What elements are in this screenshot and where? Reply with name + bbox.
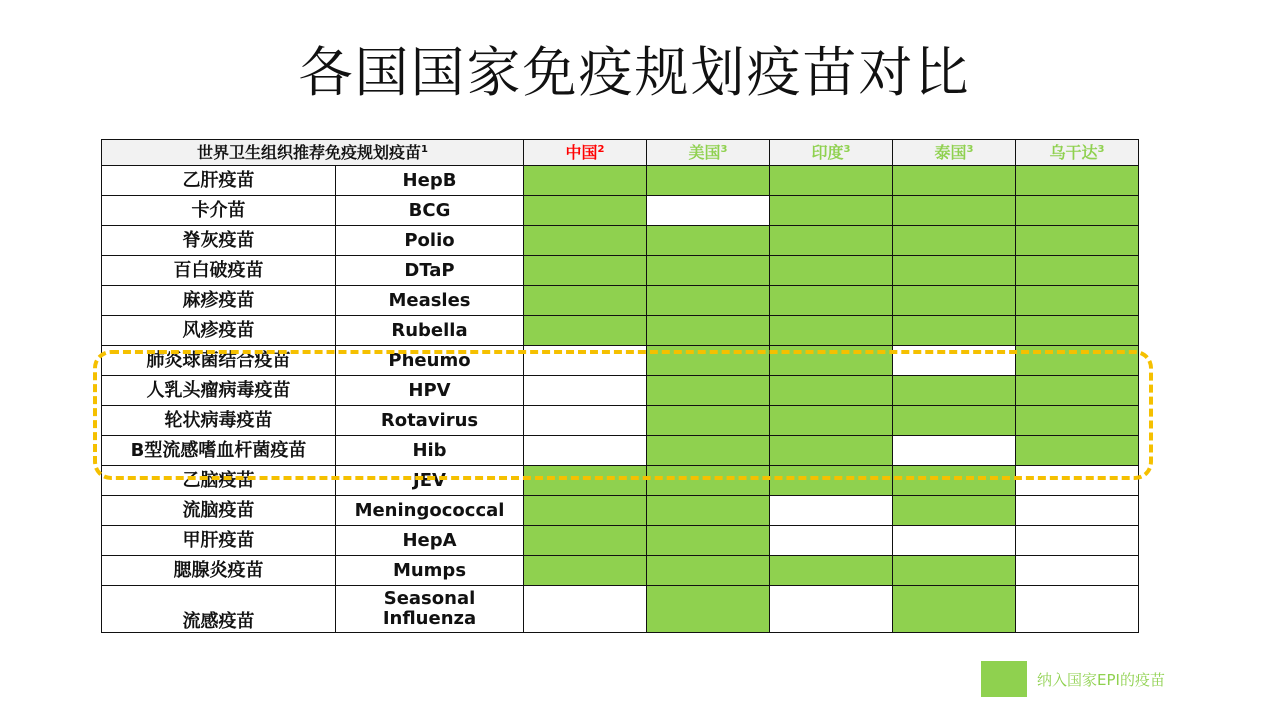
coverage-cell-china — [524, 586, 647, 633]
coverage-cell-usa — [647, 166, 770, 196]
header-country-label: 中国 — [565, 142, 598, 162]
vaccine-name-cn: 肺炎球菌结合疫苗 — [102, 346, 336, 376]
coverage-cell-china — [524, 496, 647, 526]
coverage-cell-thailand — [893, 376, 1016, 406]
vaccine-name-cn: 卡介苗 — [102, 196, 336, 226]
coverage-cell-uganda — [1016, 196, 1139, 226]
coverage-cell-uganda — [1016, 166, 1139, 196]
coverage-cell-india — [770, 586, 893, 633]
table-header-row — [102, 140, 1139, 166]
coverage-cell-thailand — [893, 556, 1016, 586]
page-title: 各国国家免疫规划疫苗对比 — [298, 41, 971, 104]
coverage-cell-thailand — [893, 586, 1016, 633]
coverage-cell-usa — [647, 346, 770, 376]
vaccine-name-cn: 流脑疫苗 — [102, 496, 336, 526]
header-country-label: 印度 — [811, 142, 844, 162]
vaccine-name-en: Pheumo — [336, 346, 524, 376]
table-row — [102, 286, 1139, 316]
coverage-cell-india — [770, 496, 893, 526]
coverage-cell-thailand — [893, 286, 1016, 316]
table-row — [102, 316, 1139, 346]
vaccine-name-en: HepA — [336, 526, 524, 556]
header-country-footnote: 2 — [597, 143, 605, 155]
coverage-cell-usa — [647, 466, 770, 496]
coverage-cell-china — [524, 226, 647, 256]
coverage-cell-india — [770, 166, 893, 196]
header-country-footnote: 3 — [720, 143, 728, 155]
coverage-cell-usa — [647, 316, 770, 346]
vaccine-name-en: Mumps — [336, 556, 524, 586]
coverage-cell-china — [524, 406, 647, 436]
coverage-cell-usa — [647, 406, 770, 436]
coverage-cell-uganda — [1016, 406, 1139, 436]
coverage-cell-india — [770, 466, 893, 496]
vaccine-name-cn: 乙肝疫苗 — [102, 166, 336, 196]
header-who-label: 世界卫生组织推荐免疫规划疫苗 — [197, 142, 422, 162]
table-row — [102, 496, 1139, 526]
vaccine-name-en: Hib — [336, 436, 524, 466]
coverage-cell-uganda — [1016, 226, 1139, 256]
vaccine-name-cn: 流感疫苗 — [102, 586, 336, 633]
vaccine-name-en: HepB — [336, 166, 524, 196]
vaccine-comparison-table — [101, 139, 1139, 633]
coverage-cell-thailand — [893, 526, 1016, 556]
vaccine-name-cn: 百白破疫苗 — [102, 256, 336, 286]
legend-label: 纳入国家EPI的疫苗 — [1037, 671, 1165, 689]
vaccine-name-en: Measles — [336, 286, 524, 316]
vaccine-name-cn: 麻疹疫苗 — [102, 286, 336, 316]
vaccine-name-en: DTaP — [336, 256, 524, 286]
table-row — [102, 346, 1139, 376]
vaccine-name-en: JEV — [336, 466, 524, 496]
vaccine-name-cn: 风疹疫苗 — [102, 316, 336, 346]
table-row — [102, 166, 1139, 196]
coverage-cell-usa — [647, 556, 770, 586]
table-row — [102, 256, 1139, 286]
coverage-cell-usa — [647, 226, 770, 256]
coverage-cell-usa — [647, 196, 770, 226]
header-country-footnote: 3 — [843, 143, 851, 155]
header-who-footnote: 1 — [421, 143, 428, 155]
coverage-cell-china — [524, 286, 647, 316]
table-row — [102, 436, 1139, 466]
header-who-recommended — [102, 140, 524, 166]
vaccine-name-en: Seasonal Influenza — [336, 586, 524, 633]
table-row — [102, 406, 1139, 436]
coverage-cell-india — [770, 226, 893, 256]
coverage-cell-thailand — [893, 466, 1016, 496]
coverage-cell-china — [524, 436, 647, 466]
coverage-cell-uganda — [1016, 556, 1139, 586]
vaccine-name-en: BCG — [336, 196, 524, 226]
coverage-cell-china — [524, 256, 647, 286]
vaccine-name-cn: 脊灰疫苗 — [102, 226, 336, 256]
coverage-cell-china — [524, 196, 647, 226]
coverage-cell-india — [770, 316, 893, 346]
coverage-cell-china — [524, 376, 647, 406]
vaccine-name-cn: 甲肝疫苗 — [102, 526, 336, 556]
table-row — [102, 556, 1139, 586]
vaccine-name-en: HPV — [336, 376, 524, 406]
header-country-label: 泰国 — [934, 142, 967, 162]
table-body — [102, 140, 1139, 633]
table-row — [102, 526, 1139, 556]
coverage-cell-china — [524, 166, 647, 196]
coverage-cell-india — [770, 436, 893, 466]
coverage-cell-thailand — [893, 256, 1016, 286]
coverage-cell-usa — [647, 436, 770, 466]
coverage-cell-thailand — [893, 316, 1016, 346]
table-row — [102, 586, 1139, 633]
coverage-cell-india — [770, 196, 893, 226]
vaccine-name-cn: B型流感嗜血杆菌疫苗 — [102, 436, 336, 466]
coverage-cell-uganda — [1016, 526, 1139, 556]
coverage-cell-china — [524, 556, 647, 586]
coverage-cell-china — [524, 346, 647, 376]
coverage-cell-usa — [647, 526, 770, 556]
table-row — [102, 226, 1139, 256]
coverage-cell-usa — [647, 256, 770, 286]
header-country-uganda — [1016, 140, 1139, 166]
coverage-cell-usa — [647, 496, 770, 526]
coverage-cell-uganda — [1016, 496, 1139, 526]
coverage-cell-thailand — [893, 436, 1016, 466]
coverage-cell-uganda — [1016, 286, 1139, 316]
coverage-cell-usa — [647, 586, 770, 633]
vaccine-name-cn: 乙脑疫苗 — [102, 466, 336, 496]
coverage-cell-uganda — [1016, 436, 1139, 466]
coverage-cell-thailand — [893, 166, 1016, 196]
coverage-cell-uganda — [1016, 256, 1139, 286]
coverage-cell-uganda — [1016, 316, 1139, 346]
coverage-cell-india — [770, 256, 893, 286]
header-country-usa — [647, 140, 770, 166]
vaccine-name-en: Rotavirus — [336, 406, 524, 436]
legend-swatch — [981, 661, 1027, 697]
vaccine-name-en: Polio — [336, 226, 524, 256]
coverage-cell-india — [770, 526, 893, 556]
coverage-cell-uganda — [1016, 586, 1139, 633]
coverage-cell-uganda — [1016, 466, 1139, 496]
coverage-cell-uganda — [1016, 346, 1139, 376]
header-country-footnote: 3 — [966, 143, 974, 155]
coverage-cell-thailand — [893, 226, 1016, 256]
coverage-cell-india — [770, 406, 893, 436]
coverage-cell-thailand — [893, 346, 1016, 376]
header-country-footnote: 3 — [1097, 143, 1105, 155]
vaccine-name-en: Meningococcal — [336, 496, 524, 526]
coverage-cell-thailand — [893, 406, 1016, 436]
coverage-cell-india — [770, 346, 893, 376]
coverage-cell-china — [524, 466, 647, 496]
coverage-cell-china — [524, 526, 647, 556]
table-row — [102, 376, 1139, 406]
header-country-china — [524, 140, 647, 166]
table-row — [102, 196, 1139, 226]
coverage-cell-usa — [647, 286, 770, 316]
coverage-cell-india — [770, 376, 893, 406]
coverage-cell-thailand — [893, 496, 1016, 526]
header-country-label: 乌干达 — [1049, 142, 1098, 162]
vaccine-name-cn: 人乳头瘤病毒疫苗 — [102, 376, 336, 406]
header-country-india — [770, 140, 893, 166]
coverage-cell-india — [770, 556, 893, 586]
vaccine-name-en: Rubella — [336, 316, 524, 346]
coverage-cell-china — [524, 316, 647, 346]
vaccine-name-cn: 腮腺炎疫苗 — [102, 556, 336, 586]
coverage-cell-uganda — [1016, 376, 1139, 406]
coverage-cell-thailand — [893, 196, 1016, 226]
table-row — [102, 466, 1139, 496]
header-country-label: 美国 — [688, 142, 721, 162]
vaccine-name-cn: 轮状病毒疫苗 — [102, 406, 336, 436]
coverage-cell-india — [770, 286, 893, 316]
header-country-thailand — [893, 140, 1016, 166]
coverage-cell-usa — [647, 376, 770, 406]
